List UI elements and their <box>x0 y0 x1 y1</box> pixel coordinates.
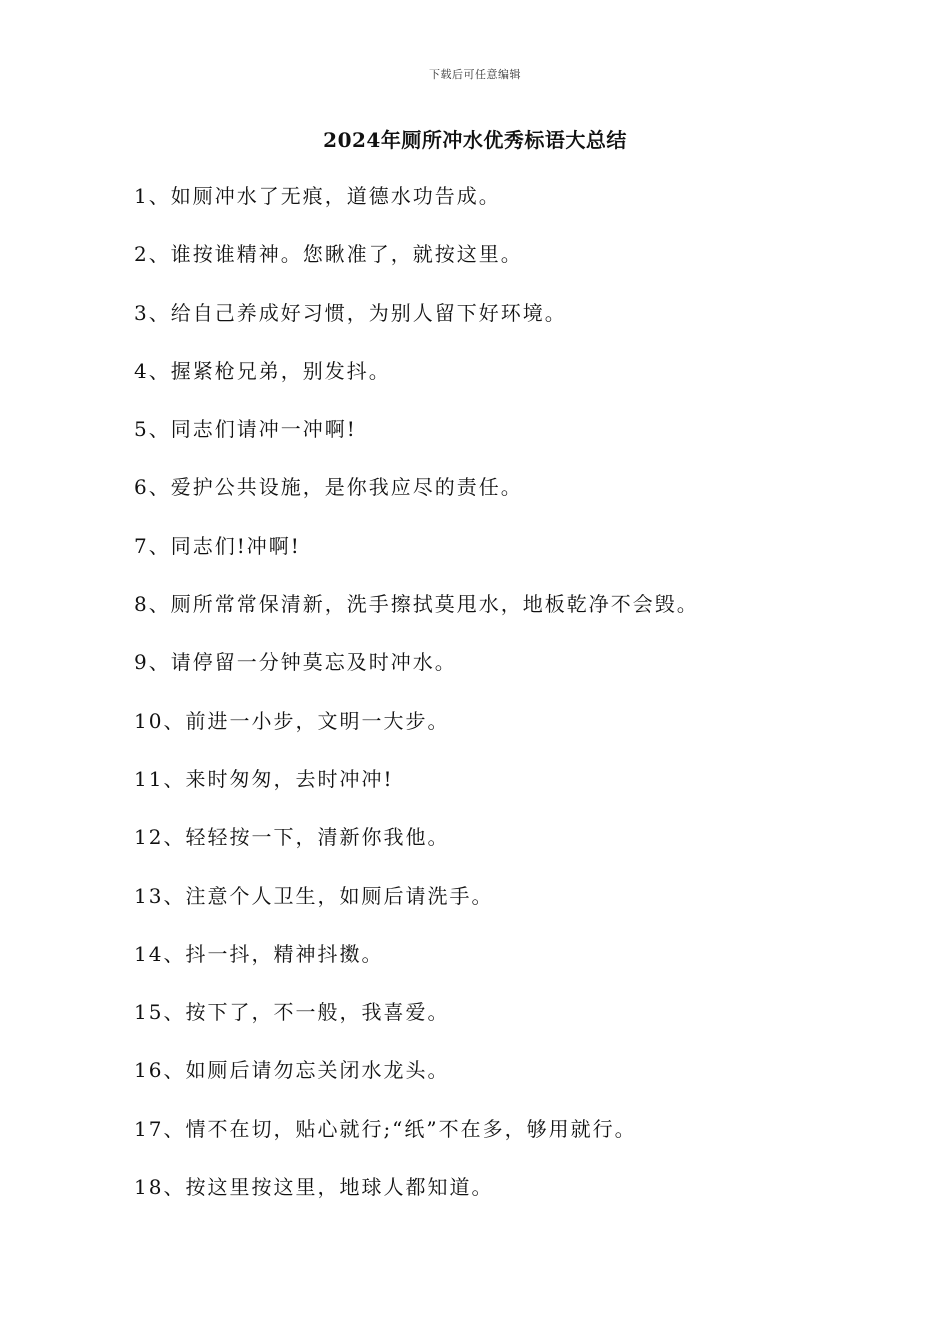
slogan-item-7: 7、同志们!冲啊! <box>134 533 301 558</box>
slogan-item-12: 12、轻轻按一下，清新你我他。 <box>134 825 450 850</box>
slogan-item-14: 14、抖一抖，精神抖擞。 <box>134 941 384 966</box>
slogan-list <box>134 181 699 1230</box>
slogan-item-6: 6、爱护公共设施，是你我应尽的责任。 <box>134 475 523 500</box>
slogan-item-2: 2、谁按谁精神。您瞅准了，就按这里。 <box>134 242 523 267</box>
slogan-item-10: 10、前进一小步，文明一大步。 <box>134 708 450 733</box>
slogan-item-8: 8、厕所常常保清新，洗手擦拭莫甩水，地板乾净不会毁。 <box>134 592 699 617</box>
slogan-item-16: 16、如厕后请勿忘关闭水龙头。 <box>134 1058 450 1083</box>
slogan-item-1: 1、如厕冲水了无痕，道德水功告成。 <box>134 184 501 208</box>
slogan-item-9: 9、请停留一分钟莫忘及时冲水。 <box>134 650 457 675</box>
document-title: 2024年厕所冲水优秀标语大总结 <box>323 128 627 152</box>
slogan-item-15: 15、按下了，不一般，我喜爱。 <box>134 1000 450 1025</box>
header-note: 下载后可任意编辑 <box>429 68 521 81</box>
slogan-item-18: 18、按这里按这里，地球人都知道。 <box>134 1175 494 1200</box>
slogan-item-13: 13、注意个人卫生，如厕后请洗手。 <box>134 883 494 908</box>
slogan-item-3: 3、给自己养成好习惯，为别人留下好环境。 <box>134 300 567 325</box>
slogan-item-11: 11、来时匆匆，去时冲冲! <box>134 766 394 791</box>
slogan-item-17: 17、情不在切，贴心就行;“纸”不在多，够用就行。 <box>134 1116 637 1141</box>
slogan-item-5: 5、同志们请冲一冲啊! <box>134 417 357 442</box>
slogan-item-4: 4、握紧枪兄弟，别发抖。 <box>134 358 391 383</box>
